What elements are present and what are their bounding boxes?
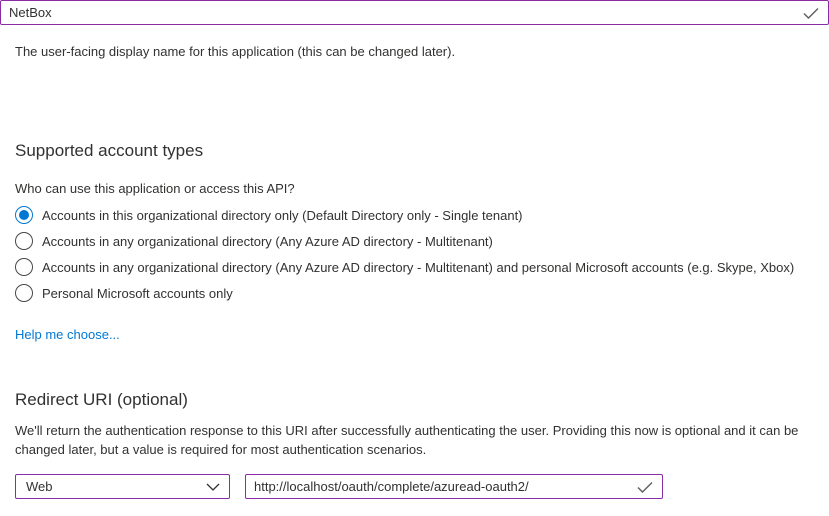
radio-button-icon[interactable] bbox=[15, 232, 33, 250]
platform-select-value: Web bbox=[26, 479, 53, 494]
supported-account-types-title: Supported account types bbox=[15, 141, 204, 160]
account-types-question: Who can use this application or access this API? bbox=[15, 181, 295, 196]
redirect-uri-description: We'll return the authentication response to this URI after successfully authenticating the user. Providing this now is optional and it can be changed later, but a value is required for most authentication scenarios. bbox=[15, 423, 799, 457]
radio-button-selected-icon[interactable] bbox=[15, 206, 33, 224]
redirect-uri-row bbox=[15, 474, 663, 499]
radio-option-label: Accounts in any organizational directory (Any Azure AD directory - Multitenant) and personal Microsoft accounts (e.g. Skype, Xbox) bbox=[42, 259, 795, 275]
radio-option-single-tenant[interactable] bbox=[15, 202, 794, 228]
account-types-radio-group bbox=[15, 202, 794, 306]
name-description: The user-facing display name for this application (this can be changed later). bbox=[15, 44, 456, 59]
radio-option-multitenant-personal[interactable] bbox=[15, 254, 794, 280]
help-me-choose-link[interactable]: Help me choose... bbox=[15, 327, 120, 342]
radio-option-label: Accounts in this organizational directory only (Default Directory only - Single tenant) bbox=[42, 207, 523, 223]
redirect-uri-input-container bbox=[245, 474, 663, 499]
name-input-container bbox=[0, 0, 829, 25]
radio-button-icon[interactable] bbox=[15, 284, 33, 302]
radio-option-personal-only[interactable] bbox=[15, 280, 794, 306]
radio-option-multitenant[interactable] bbox=[15, 228, 794, 254]
name-input[interactable] bbox=[1, 1, 828, 24]
chevron-down-icon bbox=[206, 483, 220, 491]
radio-option-label: Personal Microsoft accounts only bbox=[42, 285, 233, 301]
platform-select[interactable] bbox=[15, 474, 230, 499]
radio-option-label: Accounts in any organizational directory (Any Azure AD directory - Multitenant) bbox=[42, 233, 493, 249]
redirect-uri-title: Redirect URI (optional) bbox=[15, 390, 188, 409]
redirect-uri-input[interactable] bbox=[246, 475, 662, 498]
radio-button-icon[interactable] bbox=[15, 258, 33, 276]
